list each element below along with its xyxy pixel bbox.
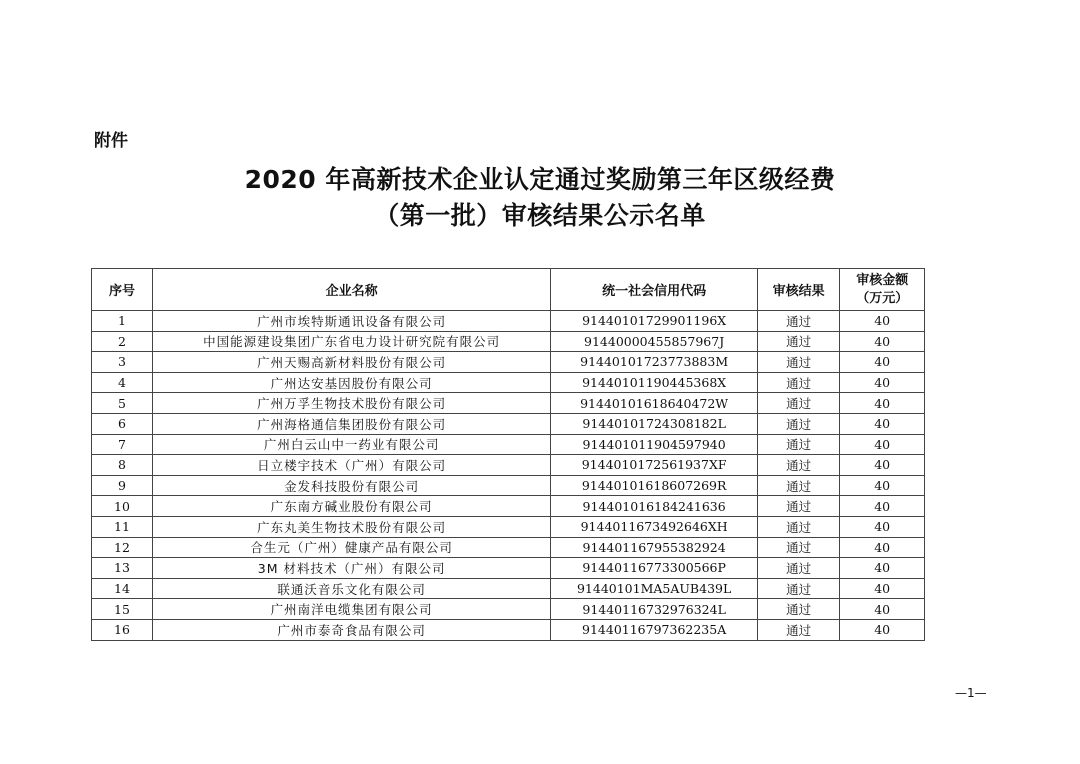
row-credit-code: 91440000455857967J: [551, 331, 758, 352]
row-credit-code: 914401011904597940: [551, 434, 758, 455]
row-review-result: 通过: [757, 311, 839, 332]
row-credit-code: 91440116797362235A: [551, 619, 758, 640]
row-review-amount: 40: [840, 352, 925, 373]
header-company-name: 企业名称: [153, 269, 551, 311]
row-review-amount: 40: [840, 455, 925, 476]
row-review-amount: 40: [840, 331, 925, 352]
row-review-result: 通过: [757, 619, 839, 640]
row-review-amount: 40: [840, 475, 925, 496]
row-credit-code: 914401167955382924: [551, 537, 758, 558]
row-review-amount: 40: [840, 496, 925, 517]
row-credit-code: 914401016184241636: [551, 496, 758, 517]
attachment-label: 附件: [94, 131, 128, 151]
row-review-amount: 40: [840, 599, 925, 620]
row-credit-code: 91440101618607269R: [551, 475, 758, 496]
row-review-amount: 40: [840, 413, 925, 434]
row-seq: 8: [92, 455, 153, 476]
row-credit-code: 91440101MA5AUB439L: [551, 578, 758, 599]
row-review-amount: 40: [840, 619, 925, 640]
table-row: [92, 496, 925, 517]
header-amount-line1: 审核金额: [856, 272, 909, 288]
row-company-name: 广州白云山中一药业有限公司: [153, 434, 551, 455]
row-review-result: 通过: [757, 331, 839, 352]
table-row: [92, 475, 925, 496]
row-company-name: 3M 材料技术（广州）有限公司: [153, 558, 551, 579]
row-credit-code: 91440101723773883M: [551, 352, 758, 373]
row-credit-code: 91440101618640472W: [551, 393, 758, 414]
row-seq: 6: [92, 413, 153, 434]
header-review-result: 审核结果: [757, 269, 839, 311]
row-seq: 2: [92, 331, 153, 352]
table-row: [92, 413, 925, 434]
row-review-result: 通过: [757, 516, 839, 537]
header-amount-line2: （万元）: [856, 290, 909, 306]
row-credit-code: 91440116732976324L: [551, 599, 758, 620]
row-review-result: 通过: [757, 413, 839, 434]
table-row: [92, 537, 925, 558]
row-company-name: 广州海格通信集团股份有限公司: [153, 413, 551, 434]
table-header-row: [92, 269, 925, 311]
row-review-amount: 40: [840, 516, 925, 537]
row-company-name: 联通沃音乐文化有限公司: [153, 578, 551, 599]
table-row: [92, 393, 925, 414]
row-company-name: 日立楼宇技术（广州）有限公司: [153, 455, 551, 476]
header-seq: 序号: [92, 269, 153, 311]
row-review-result: 通过: [757, 393, 839, 414]
table-row: [92, 516, 925, 537]
row-review-result: 通过: [757, 475, 839, 496]
row-company-name: 合生元（广州）健康产品有限公司: [153, 537, 551, 558]
row-company-name: 广州市埃特斯通讯设备有限公司: [153, 311, 551, 332]
row-review-result: 通过: [757, 599, 839, 620]
row-seq: 15: [92, 599, 153, 620]
row-review-result: 通过: [757, 496, 839, 517]
row-company-name: 广州市泰奇食品有限公司: [153, 619, 551, 640]
document-title-line1: 2020 年高新技术企业认定通过奖励第三年区级经费: [244, 165, 836, 194]
table-row: [92, 372, 925, 393]
row-company-name: 金发科技股份有限公司: [153, 475, 551, 496]
row-review-result: 通过: [757, 558, 839, 579]
row-seq: 1: [92, 311, 153, 332]
table-row: [92, 558, 925, 579]
row-review-amount: 40: [840, 558, 925, 579]
row-review-amount: 40: [840, 578, 925, 599]
row-company-name: 中国能源建设集团广东省电力设计研究院有限公司: [153, 331, 551, 352]
row-company-name: 广东丸美生物技术股份有限公司: [153, 516, 551, 537]
table-row: [92, 578, 925, 599]
row-credit-code: 91440101190445368X: [551, 372, 758, 393]
row-review-result: 通过: [757, 434, 839, 455]
row-credit-code: 9144011673492646XH: [551, 516, 758, 537]
row-seq: 13: [92, 558, 153, 579]
row-seq: 4: [92, 372, 153, 393]
row-seq: 16: [92, 619, 153, 640]
table-row: [92, 311, 925, 332]
row-review-amount: 40: [840, 434, 925, 455]
row-review-result: 通过: [757, 352, 839, 373]
row-company-name: 广州达安基因股份有限公司: [153, 372, 551, 393]
row-seq: 9: [92, 475, 153, 496]
table-body: [92, 311, 925, 641]
row-seq: 12: [92, 537, 153, 558]
row-seq: 5: [92, 393, 153, 414]
row-seq: 14: [92, 578, 153, 599]
page-number: —1—: [955, 686, 987, 700]
row-review-amount: 40: [840, 372, 925, 393]
row-review-result: 通过: [757, 372, 839, 393]
document-title-line2: （第一批）审核结果公示名单: [374, 201, 706, 230]
row-seq: 7: [92, 434, 153, 455]
row-seq: 3: [92, 352, 153, 373]
result-table: [91, 268, 925, 641]
header-review-amount: [840, 269, 925, 311]
row-review-amount: 40: [840, 393, 925, 414]
table-row: [92, 331, 925, 352]
row-review-result: 通过: [757, 455, 839, 476]
row-credit-code: 91440116773300566P: [551, 558, 758, 579]
row-seq: 11: [92, 516, 153, 537]
row-credit-code: 91440101724308182L: [551, 413, 758, 434]
table-row: [92, 619, 925, 640]
row-review-amount: 40: [840, 537, 925, 558]
row-company-name: 广州万孚生物技术股份有限公司: [153, 393, 551, 414]
row-company-name: 广东南方碱业股份有限公司: [153, 496, 551, 517]
table-row: [92, 434, 925, 455]
row-review-result: 通过: [757, 537, 839, 558]
table-row: [92, 352, 925, 373]
row-credit-code: 91440101729901196X: [551, 311, 758, 332]
row-credit-code: 9144010172561937XF: [551, 455, 758, 476]
header-credit-code: 统一社会信用代码: [551, 269, 758, 311]
row-review-result: 通过: [757, 578, 839, 599]
row-company-name: 广州天赐高新材料股份有限公司: [153, 352, 551, 373]
row-review-amount: 40: [840, 311, 925, 332]
row-seq: 10: [92, 496, 153, 517]
row-company-name: 广州南洋电缆集团有限公司: [153, 599, 551, 620]
table-row: [92, 455, 925, 476]
table-row: [92, 599, 925, 620]
